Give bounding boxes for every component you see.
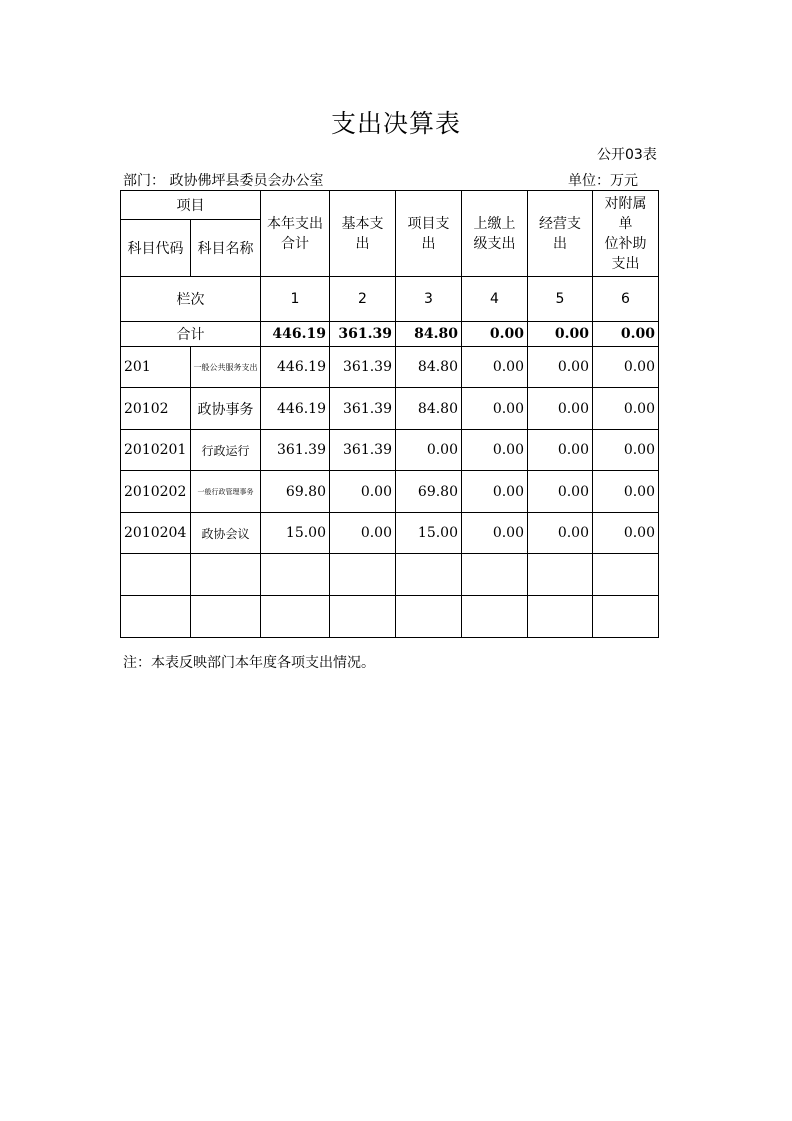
row-value: 69.80 <box>261 471 330 513</box>
empty-row <box>121 554 659 596</box>
row-value: 0.00 <box>462 347 528 388</box>
lanci-num: 1 <box>261 277 330 322</box>
row-value: 0.00 <box>593 513 659 554</box>
row-name: 政协会议 <box>191 513 261 554</box>
row-code: 2010201 <box>121 430 191 471</box>
row-name: 行政运行 <box>191 430 261 471</box>
row-value: 0.00 <box>330 471 396 513</box>
table-row <box>121 430 659 471</box>
row-code: 20102 <box>121 388 191 430</box>
lanci-num: 5 <box>528 277 593 322</box>
row-value: 0.00 <box>528 430 593 471</box>
lanci-num: 6 <box>593 277 659 322</box>
header-col-4: 上缴上 级支出 <box>462 191 528 277</box>
department-label: 部门： 政协佛坪县委员会办公室 <box>123 173 324 189</box>
row-value: 15.00 <box>396 513 462 554</box>
total-value: 0.00 <box>593 322 659 347</box>
header-name: 科目名称 <box>191 220 261 277</box>
row-value: 446.19 <box>261 347 330 388</box>
row-value: 361.39 <box>261 430 330 471</box>
header-xiangmu: 项目 <box>121 191 261 220</box>
header-col-6: 对附属 单 位补助 支出 <box>593 191 659 277</box>
header-col-3: 项目支 出 <box>396 191 462 277</box>
row-value: 361.39 <box>330 347 396 388</box>
row-value: 0.00 <box>593 471 659 513</box>
row-value: 361.39 <box>330 388 396 430</box>
row-value: 0.00 <box>593 388 659 430</box>
row-value: 0.00 <box>462 388 528 430</box>
row-value: 0.00 <box>462 471 528 513</box>
row-value: 84.80 <box>396 347 462 388</box>
row-value: 0.00 <box>462 513 528 554</box>
row-value: 0.00 <box>330 513 396 554</box>
lanci-num: 2 <box>330 277 396 322</box>
row-value: 446.19 <box>261 388 330 430</box>
row-value: 0.00 <box>528 513 593 554</box>
row-value: 0.00 <box>528 471 593 513</box>
row-value: 0.00 <box>528 347 593 388</box>
row-value: 361.39 <box>330 430 396 471</box>
row-code: 201 <box>121 347 191 388</box>
page-title: 支出决算表 <box>330 109 461 138</box>
table-row <box>121 347 659 388</box>
row-name: 一般行政管理事务 <box>191 471 261 513</box>
row-value: 69.80 <box>396 471 462 513</box>
row-code: 2010204 <box>121 513 191 554</box>
form-number: 公开03表 <box>597 147 657 163</box>
footnote: 注：本表反映部门本年度各项支出情况。 <box>123 655 375 671</box>
header-col-2: 基本支 出 <box>330 191 396 277</box>
table-row <box>121 513 659 554</box>
lanci-label: 栏次 <box>121 277 261 322</box>
total-value: 0.00 <box>462 322 528 347</box>
lanci-num: 4 <box>462 277 528 322</box>
row-value: 0.00 <box>593 430 659 471</box>
total-value: 446.19 <box>261 322 330 347</box>
row-value: 0.00 <box>528 388 593 430</box>
expenditure-table <box>120 190 659 638</box>
row-value: 0.00 <box>593 347 659 388</box>
header-code: 科目代码 <box>121 220 191 277</box>
row-value: 0.00 <box>396 430 462 471</box>
row-value: 84.80 <box>396 388 462 430</box>
total-value: 0.00 <box>528 322 593 347</box>
header-col-1: 本年支出 合计 <box>261 191 330 277</box>
row-name: 一般公共服务支出 <box>191 347 261 388</box>
empty-row <box>121 596 659 638</box>
row-value: 0.00 <box>462 430 528 471</box>
unit-label: 单位：万元 <box>568 173 638 189</box>
lanci-num: 3 <box>396 277 462 322</box>
row-code: 2010202 <box>121 471 191 513</box>
total-value: 361.39 <box>330 322 396 347</box>
row-name: 政协事务 <box>191 388 261 430</box>
total-value: 84.80 <box>396 322 462 347</box>
row-value: 15.00 <box>261 513 330 554</box>
header-col-5: 经营支 出 <box>528 191 593 277</box>
total-label: 合计 <box>121 322 261 347</box>
table-row <box>121 471 659 513</box>
table-row <box>121 388 659 430</box>
